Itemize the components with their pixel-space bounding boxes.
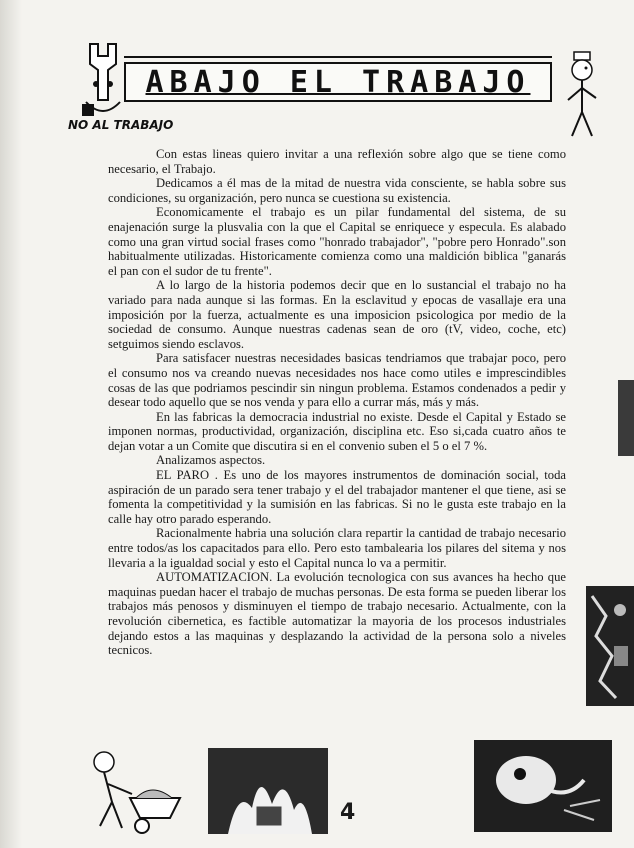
article-body <box>108 147 566 658</box>
paragraph-10: AUTOMATIZACION. La evolución tecnologica con sus avances ha hecho que maquinas puedan hacer el trabajo de muchas personas. De esta forma se pueden liberar los trabajos más penosos y disminuyen el tiempo de trabajo necesario. Actualmente, con la revolución cibernetica, es factible automatizar la mayoria de los procesos industriales dejando estos a las maquinas y desplazando la actividad de la persona solo a niveles tecnicos. <box>108 570 566 658</box>
page-number: 4 <box>340 800 356 825</box>
wrench-icon <box>76 40 130 120</box>
paragraph-1: Con estas lineas quiero invitar a una reflexión sobre algo que se tiene como necesario, el Trabajo. <box>108 147 566 176</box>
paragraph-9: Racionalmente habria una solución clara repartir la cantidad de trabajo necesario entre todos/as los capacitados para ello. Pero esto tambalearia los pilares del sitema y nos llevaria a la igualdad social y esto el Capital nunca lo va a permitir. <box>108 526 566 570</box>
factory-fire-illustration <box>208 748 328 834</box>
paragraph-2: Dedicamos a él mas de la mitad de nuestra vida consciente, se habla sobre sus condiciones, su organización, pero nunca se cuestiona su existencia. <box>108 176 566 205</box>
paragraph-6: En las fabricas la democracia industrial no existe. Desde el Capital y Estado se imponen normas, productividad, organización, disciplina etc. Eso si,cada cuatro años te dejan votar a un Comite que discutira si en el convenio suben el 5 o el 7 %. <box>108 409 566 453</box>
side-image-strip <box>618 380 634 456</box>
worker-figure-icon <box>560 50 604 140</box>
page-title: ABAJO EL TRABAJO <box>145 64 531 100</box>
title-box <box>124 62 552 102</box>
paragraph-4: A lo largo de la historia podemos decir que en lo sustancial el trabajo no ha variado para nada aunque si las formas. En la esclavitud y epocas de vasallaje era una imposición por la fuerza, actualmente es una imposicion psicologica por medio de la sociedad de consumo. Aunque nuestras cadenas sean de oro (tV, video, coche, etc) setguimos siendo esclavos. <box>108 278 566 351</box>
header <box>68 40 560 140</box>
wheelbarrow-cartoon <box>82 742 192 838</box>
title-rule <box>124 56 552 58</box>
paragraph-5: Para satisfacer nuestras necesidades basicas tendriamos que trabajar poco, pero el consumo nos va creando nuevas necesidades nos hace como utiles e imprescindibles cosas de las que podriamos pescindir sin ningun problema. Estamos condenados a pedir y desear todo aquello que se nos venda y para ello a currar más, más y más. <box>108 351 566 410</box>
paragraph-7: Analizamos aspectos. <box>156 453 266 468</box>
paragraph-8: EL PARO . Es uno de los mayores instrumentos de dominación social, toda aspiración de un parado sera tener trabajo y el del trabajador mantener el que tiene, asi se fomenta la competitividad y la sumisión en las fabricas. Si no le gusta este trabajo en la calle hay otro parado esperando. <box>108 468 566 526</box>
subtitle: NO AL TRABAJO <box>68 118 174 132</box>
paragraph-3: Economicamente el trabajo es un pilar fundamental del sistema, de su enajenación surge la plusvalia con la que el Capital se enriquece y especula. Es alabado como una gran virtud social frases como "honrado trabajador", "pobre pero Honrado".son habitualmente utilizadas. Historicamente comienza como una maldición biblica "ganarás el pan con el sudor de tu frente". <box>108 205 566 278</box>
page-edge-shadow <box>0 0 22 848</box>
side-illustration <box>586 586 634 706</box>
creature-cartoon <box>474 740 612 832</box>
